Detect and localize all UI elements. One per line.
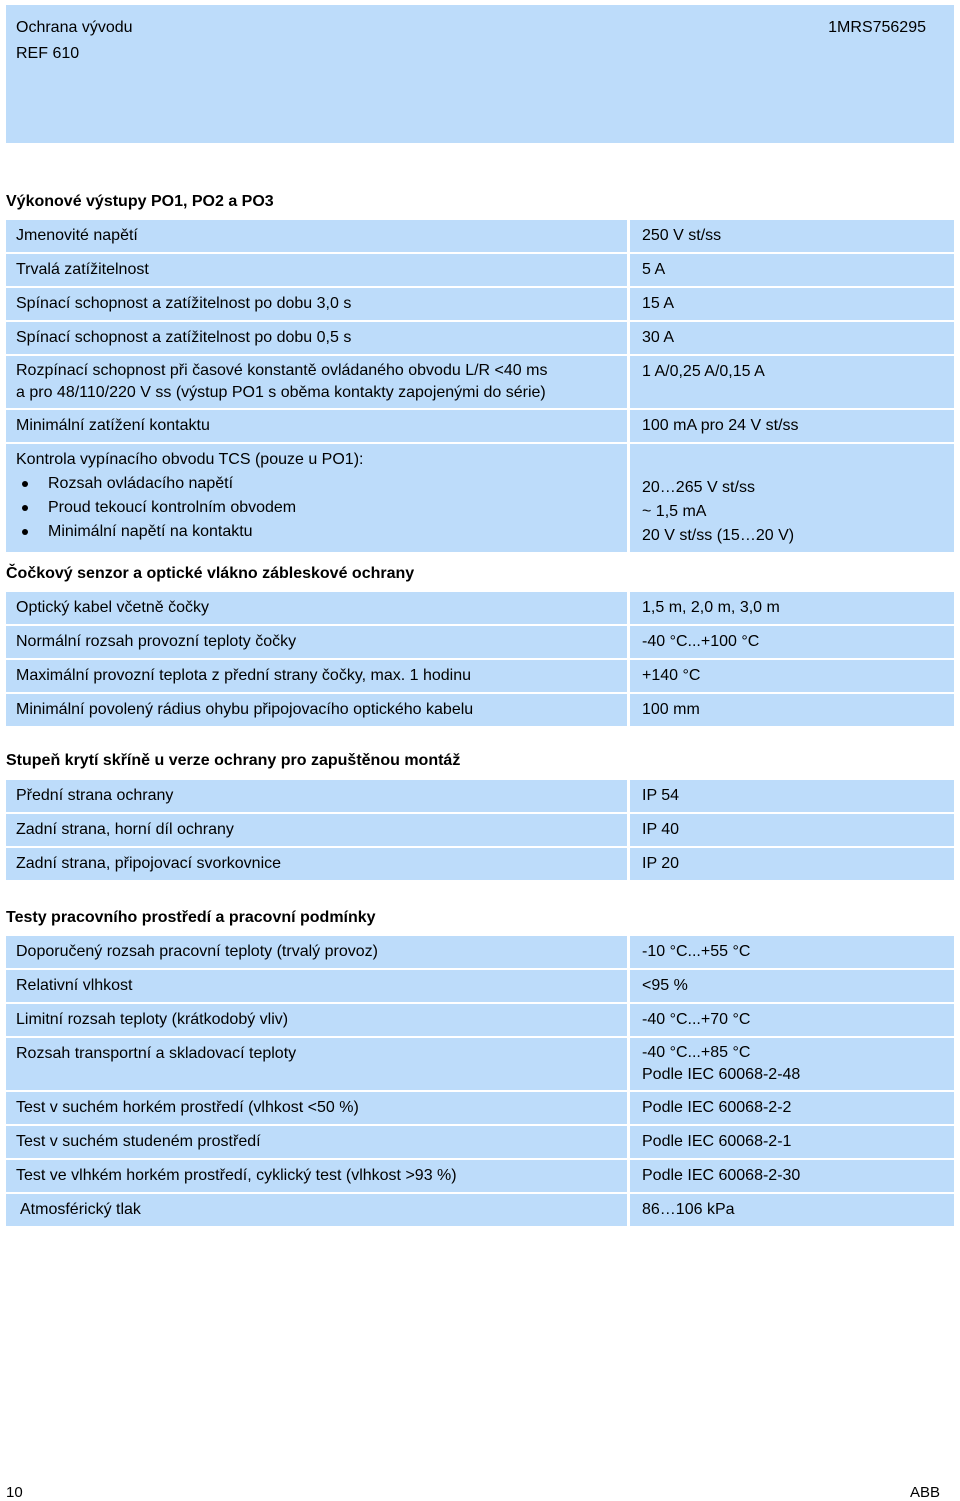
spacer bbox=[642, 448, 944, 476]
row-value: Podle IEC 60068-2-1 bbox=[630, 1126, 954, 1158]
table-row bbox=[6, 356, 954, 408]
row-value: -40 °C...+100 °C bbox=[630, 626, 954, 658]
table-row bbox=[6, 814, 954, 846]
footer-brand: ABB bbox=[909, 1484, 940, 1501]
row-label-line-1: Rozpínací schopnost při časové konstantě ovládaného obvodu L/R <40 ms bbox=[16, 362, 548, 379]
row-value: 100 mA pro 24 V st/ss bbox=[630, 410, 954, 442]
row-label: Spínací schopnost a zatížitelnost po dobu 3,0 s bbox=[6, 288, 630, 320]
table-enclosure bbox=[6, 778, 954, 882]
tcs-heading: Kontrola vypínacího obvodu TCS (pouze u PO1): bbox=[16, 451, 364, 468]
row-value-line-2: Podle IEC 60068-2-48 bbox=[642, 1066, 801, 1083]
table-row bbox=[6, 970, 954, 1002]
row-value: 15 A bbox=[630, 288, 954, 320]
section-title-environment: Testy pracovního prostředí a pracovní podmínky bbox=[6, 909, 376, 926]
tcs-bullet-list bbox=[16, 472, 617, 544]
table-row bbox=[6, 1038, 954, 1090]
row-value-line-1: -40 °C...+85 °C bbox=[642, 1044, 751, 1061]
row-value: 86…106 kPa bbox=[630, 1194, 954, 1226]
row-label: Minimální povolený rádius ohybu připojovacího optického kabelu bbox=[6, 694, 630, 726]
table-row bbox=[6, 410, 954, 442]
row-value: +140 °C bbox=[630, 660, 954, 692]
row-label: Jmenovité napětí bbox=[6, 220, 630, 252]
tcs-value: 20…265 V st/ss bbox=[642, 479, 755, 496]
row-label bbox=[6, 356, 630, 408]
row-value: -40 °C...+70 °C bbox=[630, 1004, 954, 1036]
header-product-name: REF 610 bbox=[16, 45, 80, 62]
table-row bbox=[6, 254, 954, 286]
row-value bbox=[630, 1038, 954, 1090]
row-label: Spínací schopnost a zatížitelnost po dobu 0,5 s bbox=[6, 322, 630, 354]
table-row bbox=[6, 626, 954, 658]
row-value: 5 A bbox=[630, 254, 954, 286]
header-document-id: 1MRS756295 bbox=[828, 19, 926, 36]
table-row bbox=[6, 1004, 954, 1036]
row-label: Atmosférický tlak bbox=[6, 1194, 630, 1226]
table-row bbox=[6, 694, 954, 726]
table-row bbox=[6, 220, 954, 252]
row-value: IP 20 bbox=[630, 848, 954, 880]
row-value: -10 °C...+55 °C bbox=[630, 936, 954, 968]
row-value: 100 mm bbox=[630, 694, 954, 726]
row-value: Podle IEC 60068-2-2 bbox=[630, 1092, 954, 1124]
row-label: Zadní strana, horní díl ochrany bbox=[6, 814, 630, 846]
table-lens-sensor bbox=[6, 590, 954, 728]
table-row bbox=[6, 444, 954, 552]
row-label: Přední strana ochrany bbox=[6, 780, 630, 812]
list-item: Proud tekoucí kontrolním obvodem bbox=[16, 496, 617, 520]
section-title-power-outputs: Výkonové výstupy PO1, PO2 a PO3 bbox=[6, 193, 274, 210]
tcs-value: ~ 1,5 mA bbox=[642, 503, 707, 520]
table-environment bbox=[6, 934, 954, 1228]
row-value: IP 54 bbox=[630, 780, 954, 812]
row-value: Podle IEC 60068-2-30 bbox=[630, 1160, 954, 1192]
row-label: Zadní strana, připojovací svorkovnice bbox=[6, 848, 630, 880]
row-value: IP 40 bbox=[630, 814, 954, 846]
list-item: Minimální napětí na kontaktu bbox=[16, 520, 617, 544]
row-label: Minimální zatížení kontaktu bbox=[6, 410, 630, 442]
table-row bbox=[6, 288, 954, 320]
list-item: Rozsah ovládacího napětí bbox=[16, 472, 617, 496]
row-value: 1,5 m, 2,0 m, 3,0 m bbox=[630, 592, 954, 624]
table-row bbox=[6, 1126, 954, 1158]
table-row bbox=[6, 322, 954, 354]
row-label-line-2: a pro 48/110/220 V ss (výstup PO1 s oběma kontakty zapojenými do série) bbox=[16, 384, 546, 401]
row-label: Relativní vlhkost bbox=[6, 970, 630, 1002]
row-label: Maximální provozní teplota z přední strany čočky, max. 1 hodinu bbox=[6, 660, 630, 692]
table-row bbox=[6, 780, 954, 812]
table-row bbox=[6, 1160, 954, 1192]
row-label bbox=[6, 444, 630, 552]
row-label: Test v suchém studeném prostředí bbox=[6, 1126, 630, 1158]
table-row bbox=[6, 660, 954, 692]
page-header bbox=[6, 5, 954, 143]
row-label: Trvalá zatížitelnost bbox=[6, 254, 630, 286]
page-number: 10 bbox=[6, 1484, 23, 1501]
section-title-lens-sensor: Čočkový senzor a optické vlákno zábleskové ochrany bbox=[6, 565, 415, 582]
table-row bbox=[6, 936, 954, 968]
section-title-enclosure: Stupeň krytí skříně u verze ochrany pro zapuštěnou montáž bbox=[6, 752, 461, 769]
row-value bbox=[630, 444, 954, 552]
table-row bbox=[6, 592, 954, 624]
row-value: 30 A bbox=[630, 322, 954, 354]
row-label: Optický kabel včetně čočky bbox=[6, 592, 630, 624]
row-value: 1 A/0,25 A/0,15 A bbox=[630, 356, 954, 408]
tcs-value: 20 V st/ss (15…20 V) bbox=[642, 527, 795, 544]
row-label: Normální rozsah provozní teploty čočky bbox=[6, 626, 630, 658]
row-label: Rozsah transportní a skladovací teploty bbox=[6, 1038, 630, 1090]
row-value: <95 % bbox=[630, 970, 954, 1002]
header-left bbox=[16, 15, 133, 67]
row-label: Test v suchém horkém prostředí (vlhkost <50 %) bbox=[6, 1092, 630, 1124]
row-label: Doporučený rozsah pracovní teploty (trvalý provoz) bbox=[6, 936, 630, 968]
table-row bbox=[6, 1092, 954, 1124]
row-label: Limitní rozsah teploty (krátkodobý vliv) bbox=[6, 1004, 630, 1036]
header-document-title: Ochrana vývodu bbox=[16, 19, 133, 36]
table-row bbox=[6, 848, 954, 880]
row-value: 250 V st/ss bbox=[630, 220, 954, 252]
table-row bbox=[6, 1194, 954, 1226]
table-power-outputs bbox=[6, 218, 954, 554]
row-label: Test ve vlhkém horkém prostředí, cyklický test (vlhkost >93 %) bbox=[6, 1160, 630, 1192]
